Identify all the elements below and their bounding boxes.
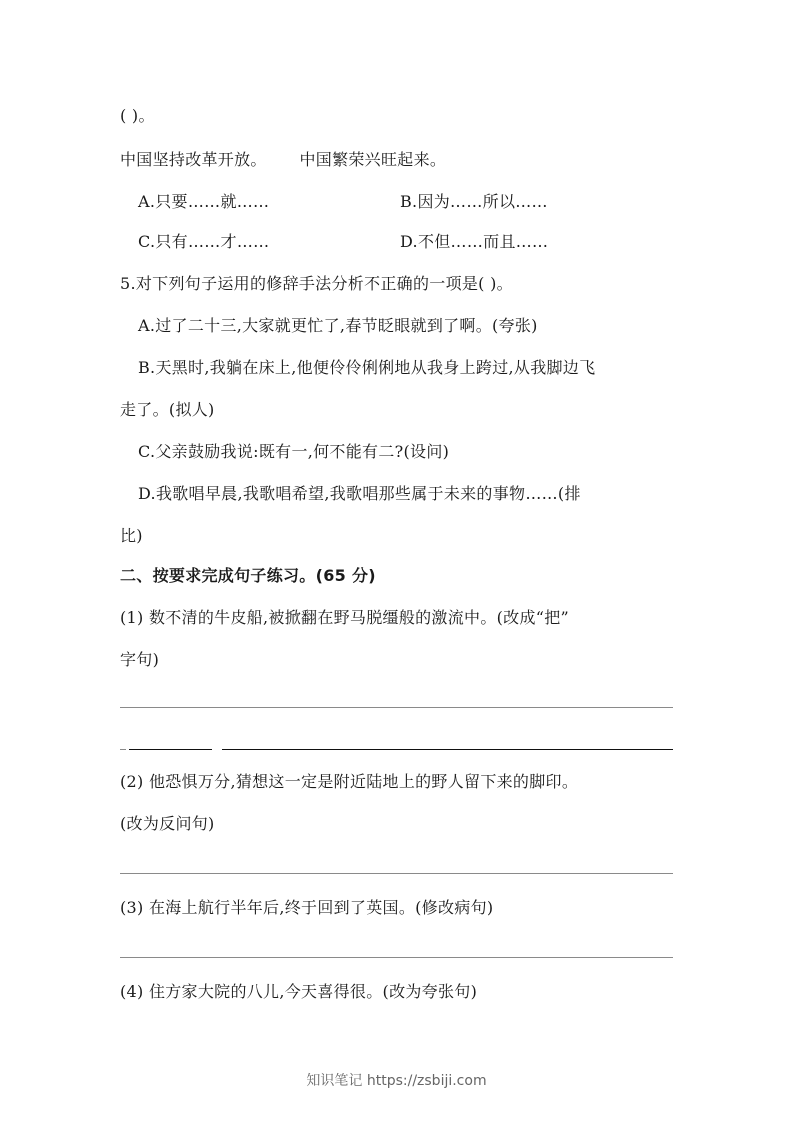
q5-option-d-line2: 比) (120, 526, 143, 545)
q4-option-b: B.因为……所以…… (400, 192, 548, 211)
answer-line-1b-left[interactable] (129, 749, 212, 750)
s2-item-4-line1: (4) 住方家大院的八儿,今天喜得很。(改为夸张句) (120, 982, 478, 1001)
q4-option-c: C.只有……才…… (138, 232, 270, 251)
q4-sentences (120, 150, 446, 170)
watermark-footer: 知识笔记 https://zsbiji.com (306, 1073, 487, 1089)
answer-line-3[interactable] (120, 957, 673, 958)
s2-item-1-line1: (1) 数不清的牛皮船,被掀翻在野马脱缰般的激流中。(改成“把” (120, 608, 570, 627)
answer-line-1a[interactable] (120, 707, 673, 708)
answer-blank-q4: ( )。 (120, 106, 155, 125)
q5-option-a: A.过了二十三,大家就更忙了,春节眨眼就到了啊。(夸张) (138, 316, 538, 335)
s2-item-1-line2: 字句) (120, 650, 160, 669)
q4-option-d: D.不但……而且…… (400, 232, 549, 251)
q5-option-b-line1: B.天黑时,我躺在床上,他便伶伶俐俐地从我身上跨过,从我脚边飞 (138, 358, 596, 377)
s2-item-2-line2: (改为反问句) (120, 814, 215, 833)
q4-option-a: A.只要……就…… (138, 192, 270, 211)
s2-item-3-line1: (3) 在海上航行半年后,终于回到了英国。(修改病句) (120, 898, 494, 917)
answer-line-1b-right[interactable] (222, 749, 673, 750)
q5-option-d-line1: D.我歌唱早晨,我歌唱希望,我歌唱那些属于未来的事物……(排 (138, 484, 581, 503)
answer-line-2[interactable] (120, 873, 673, 874)
q5-option-b-line2: 走了。(拟人) (120, 400, 215, 419)
q4-sentence-2: 中国繁荣兴旺起来。 (299, 150, 447, 169)
q5-stem: 5.对下列句子运用的修辞手法分析不正确的一项是( )。 (120, 274, 513, 293)
q4-options-row-2 (138, 232, 698, 252)
q5-option-c: C.父亲鼓励我说:既有一,何不能有二?(设问) (138, 442, 450, 461)
q4-options-row-1 (138, 192, 698, 212)
s2-item-2-line1: (2) 他恐惧万分,猜想这一定是附近陆地上的野人留下来的脚印。 (120, 772, 579, 791)
answer-line-1b-stub (120, 749, 126, 750)
section-2-heading: 二、按要求完成句子练习。(65 分) (120, 566, 376, 585)
q4-sentence-1: 中国坚持改革开放。 (120, 150, 267, 169)
